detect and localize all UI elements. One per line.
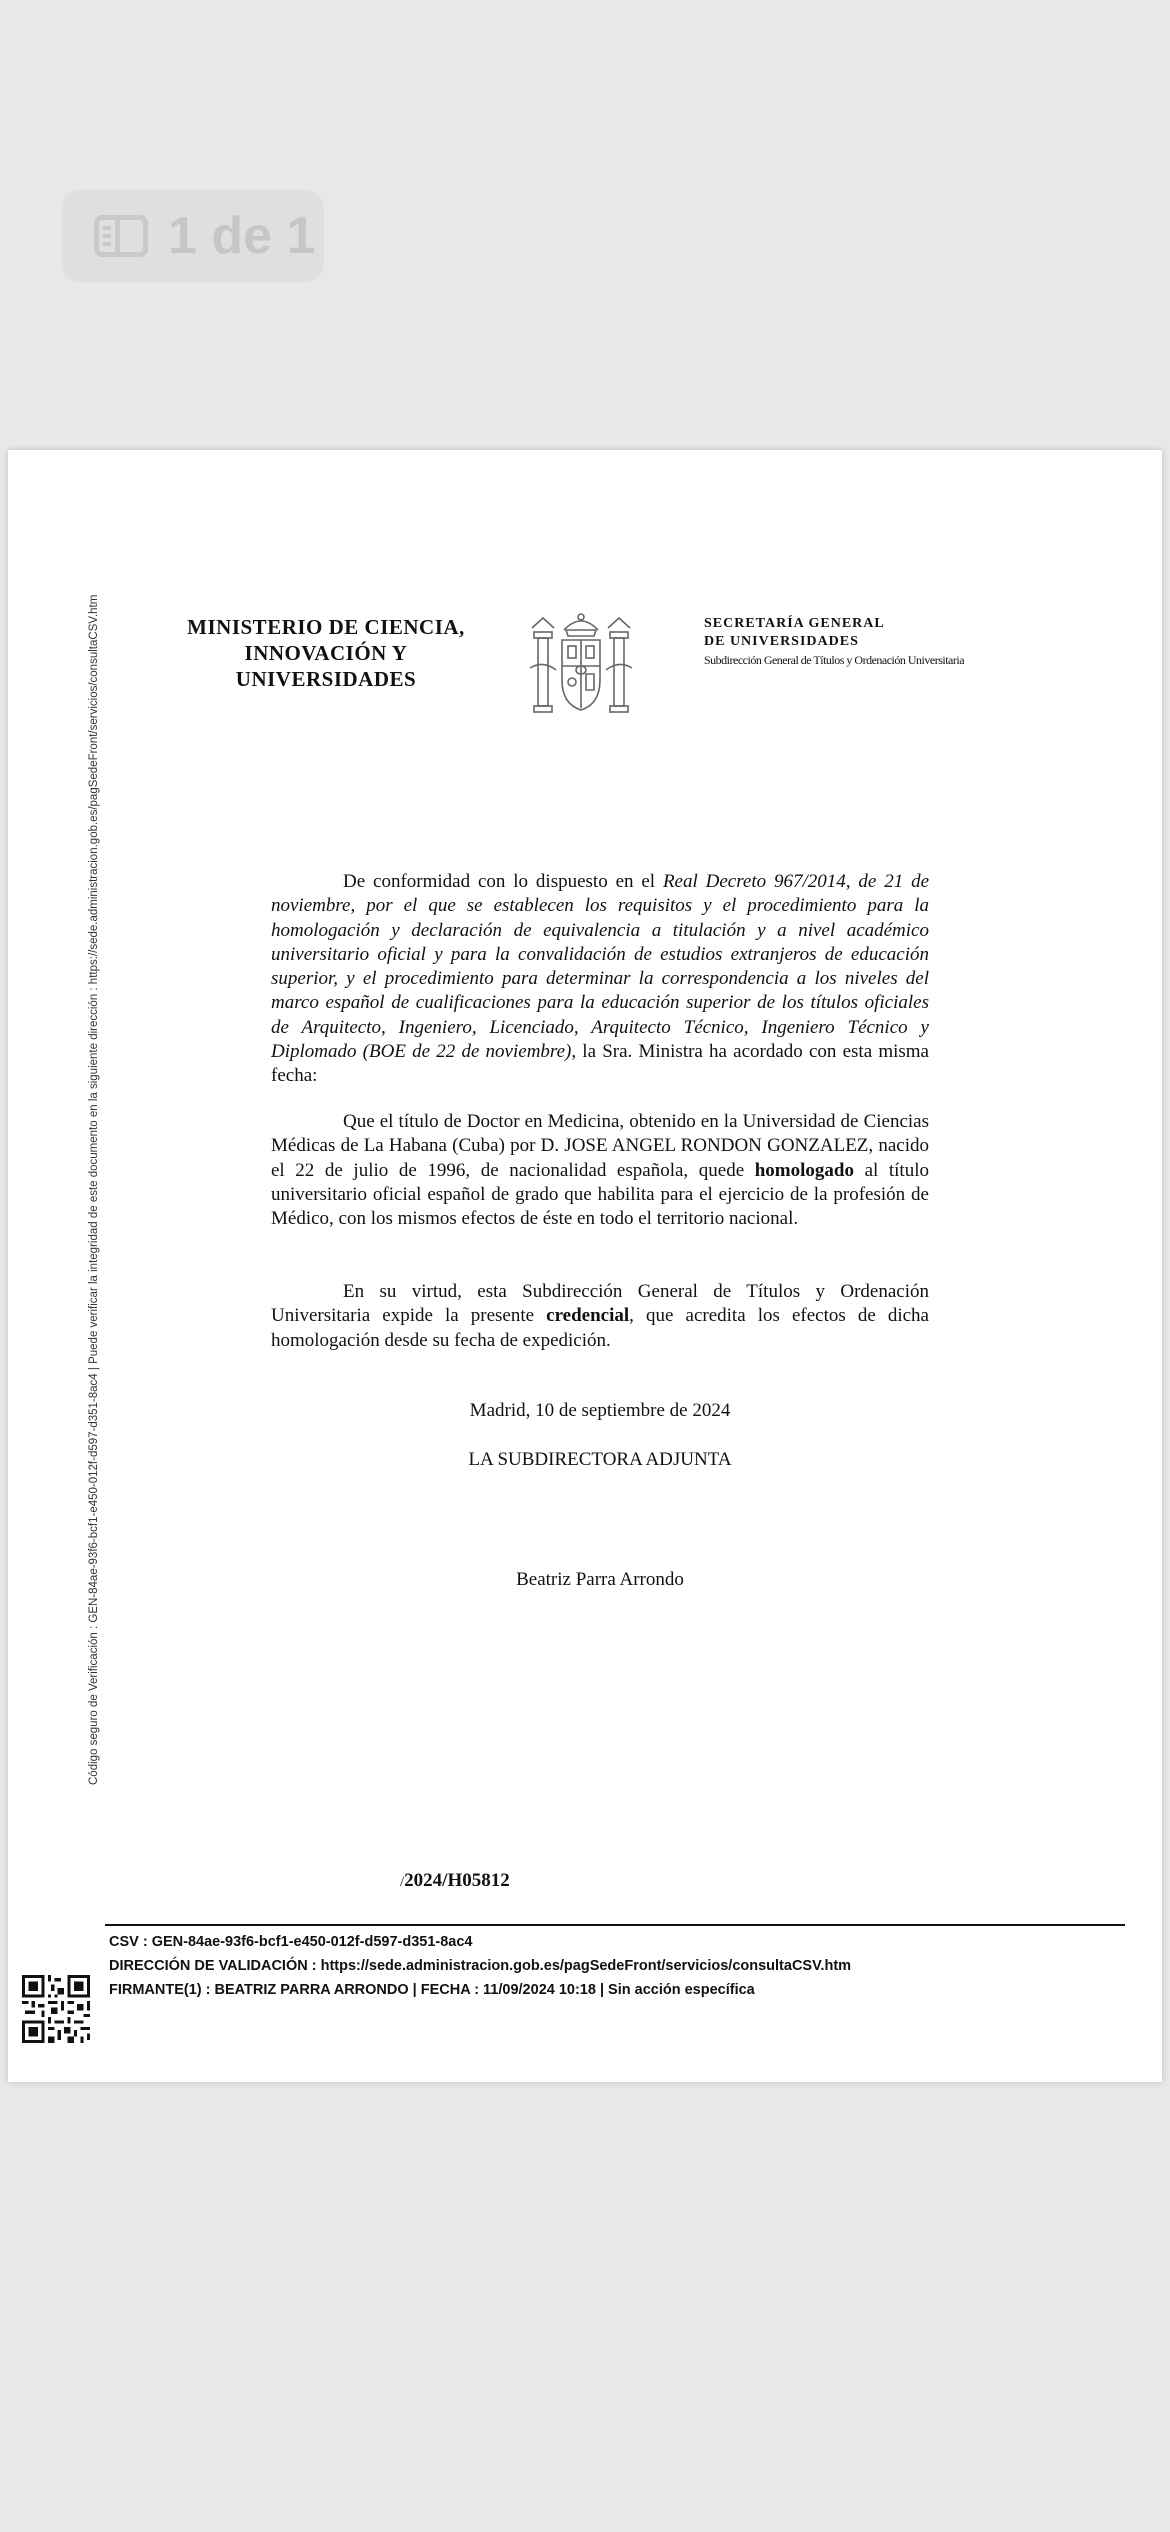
- p1-lead: De conformidad con lo dispuesto en el: [343, 871, 663, 892]
- p2-tail: al título universitario oficial español de grado que habilita para el ejercicio de la profesión de Médico, con los mismos efectos de éste en todo el territorio nacional.: [271, 1159, 929, 1230]
- ministry-line-3: UNIVERSIDADES: [235, 667, 417, 691]
- secretaria-line-3: Subdirección General de Títulos y Ordenación Universitaria: [704, 653, 965, 667]
- secretaria-line-1: SECRETARÍA GENERAL: [704, 616, 885, 631]
- coat-of-arms-icon: [528, 608, 634, 720]
- paragraph-3: [271, 1280, 929, 1353]
- footer-validation-url: DIRECCIÓN DE VALIDACIÓN : https://sede.administracion.gob.es/pagSedeFront/servicios/consultaCSV.htm: [109, 1958, 852, 1974]
- side-verification-text: Código seguro de Verificación : GEN-84ae-93f6-bcf1-e450-012f-d597-d351-8ac4 | Puede verificar la integridad de este documento en la siguiente dirección : https://sede.administracion.gob.es/pagSedeFront/servicios/consultaCSV.htm: [88, 594, 100, 1785]
- paragraph-2: [271, 1110, 929, 1231]
- signer-name: Beatriz Parra Arrondo: [516, 1569, 684, 1590]
- p1-decree-reference: Real Decreto 967/2014, de 21 de noviembre, por el que se establecen los requisitos y el procedimiento para la homologación y declaración de equivalencia a titulación y a nivel académico universitario oficial y para la convalidación de estudios extranjeros de educación superior, y el procedimiento para determinar la correspondencia a los niveles del marco español de cualificaciones para la educación superior de los títulos oficiales de Arquitecto, Ingeniero, Licenciado, Arquitecto Técnico, Ingeniero Técnico y Diplomado (BOE de 22 de noviembre): [271, 871, 929, 1063]
- ministry-line-1: MINISTERIO DE CIENCIA,: [187, 615, 465, 639]
- reference-slash: /: [400, 1874, 405, 1890]
- secretaria-line-2: DE UNIVERSIDADES: [704, 634, 859, 649]
- paragraph-1: [271, 870, 929, 1089]
- place-date: Madrid, 10 de septiembre de 2024: [469, 1400, 731, 1421]
- p2-lead: Que el título de Doctor en Medicina, obtenido en la Universidad de Ciencias Médicas de La Habana (Cuba) por D. JOSE ANGEL RONDON GONZALEZ, nacido el 22 de julio de 1996, de nacionalidad española, quede: [271, 1111, 929, 1181]
- p3-bold: credencial: [546, 1305, 630, 1327]
- footer-signer: FIRMANTE(1) : BEATRIZ PARRA ARRONDO | FECHA : 11/09/2024 10:18 | Sin acción específica: [109, 1982, 755, 1998]
- ministry-title: [186, 614, 466, 692]
- qr-code-icon: [22, 1975, 90, 2043]
- p3-tail: , que acredita los efectos de dicha homologación desde su fecha de expedición.: [271, 1305, 929, 1351]
- sidebar-icon: [94, 215, 148, 257]
- ministry-line-2: INNOVACIÓN Y: [244, 641, 408, 665]
- page-indicator[interactable]: [62, 190, 324, 282]
- p3-lead: En su virtud, esta Subdirección General de Títulos y Ordenación Universitaria expide la presente: [271, 1281, 929, 1327]
- footer-divider: [105, 1924, 1125, 1926]
- reference-code: 2024/H05812: [404, 1870, 510, 1891]
- signer-role: LA SUBDIRECTORA ADJUNTA: [468, 1449, 732, 1470]
- reference-number: [400, 1870, 510, 1892]
- secretaria-general: [704, 615, 964, 669]
- footer-csv: CSV : GEN-84ae-93f6-bcf1-e450-012f-d597-d351-8ac4: [109, 1934, 473, 1950]
- page-indicator-label: 1 de 1: [168, 207, 316, 265]
- p2-bold: homologado: [754, 1159, 854, 1181]
- p1-tail: , la Sra. Ministra ha acordado con esta misma fecha:: [271, 1041, 929, 1087]
